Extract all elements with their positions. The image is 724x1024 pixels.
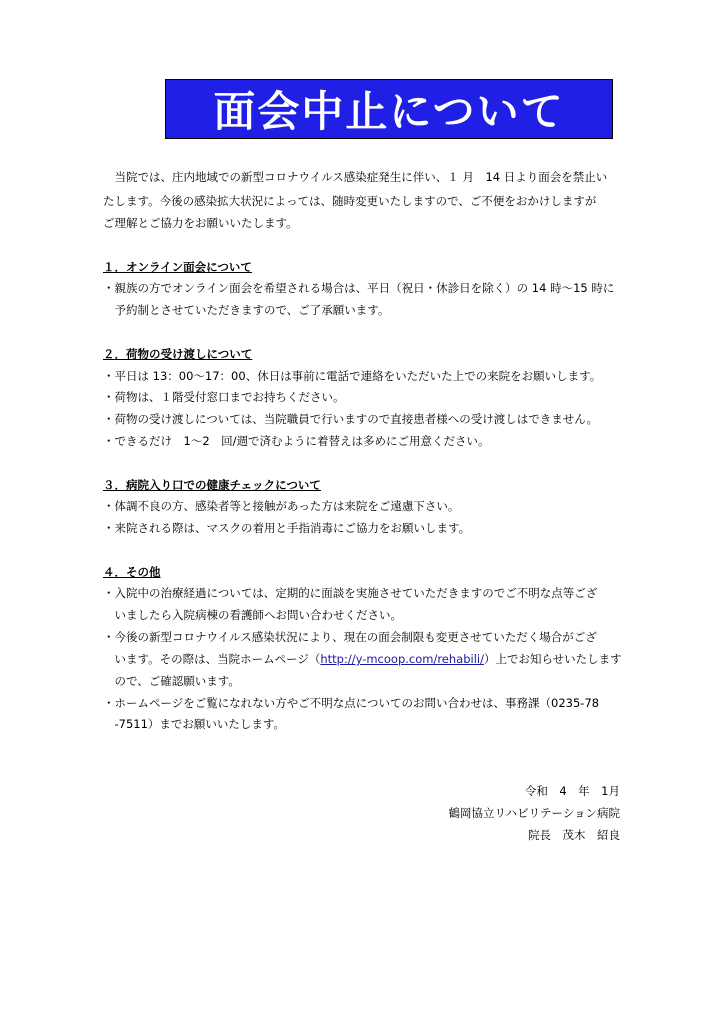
section-line: ・平日は 13：00～17：00、休日は事前に電話で連絡をいただいた上での来院をお願いします。 [103,369,602,383]
section-line: いましたら入院病棟の看護師へお問い合わせください。 [103,608,402,622]
section-heading-health-check: ３．病院入り口での健康チェックについて [103,478,321,492]
footer-director: 院長 茂木 紹良 [528,828,620,842]
title-banner [165,79,613,139]
section-line: ・親族の方でオンライン面会を希望される場合は、平日（祝日・休診日を除く）の 14 時～15 時に [103,281,615,295]
section-line: ・体調不良の方、感染者等と接触があった方は来院をご遠慮下さい。 [103,499,460,513]
section-line: ので、ご確認願います。 [103,674,240,688]
page-title: 面会中止について [213,87,565,136]
link-line-after: ）上でお知らせいたします [483,652,622,666]
intro-line: 当院では、庄内地域での新型コロナウイルス感染症発生に伴い、１ 月 14 日より面会を禁止い [103,170,608,184]
section-line: -7511）までお願いいたします。 [103,717,285,731]
link-line [103,651,622,667]
footer-date: 令和 4 年 1月 [524,784,620,798]
footer-hospital: 鶴岡協立リハビリテーション病院 [448,806,620,820]
link-line-before: います。その際は、当院ホームページ（ [103,652,321,666]
section-line: ・荷物は、１階受付窓口までお持ちください。 [103,390,345,404]
section-line: ・荷物の受け渡しについては、当院職員で行いますので直接患者様への受け渡しはできません。 [103,412,598,426]
section-line: ・できるだけ 1～2 回/週で済むように着替えは多めにご用意ください。 [103,434,490,448]
intro-line: たします。今後の感染拡大状況によっては、随時変更いたしますので、ご不便をおかけしますが [103,194,597,208]
section-heading-online: １．オンライン面会について [103,260,252,274]
section-heading-luggage: ２．荷物の受け渡しについて [103,347,253,361]
section-line: ・入院中の治療経過については、定期的に面談を実施させていただきますのでご不明な点等ござ [103,586,598,600]
section-line: 予約制とさせていただきますので、ご了承願います。 [103,303,390,317]
homepage-link[interactable]: http://y-mcoop.com/rehabili/ [320,652,484,666]
section-line: ・今後の新型コロナウイルス感染状況により、現在の面会制限も変更させていただく場合がござ [103,630,597,644]
section-line: ・来院される際は、マスクの着用と手指消毒にご協力をお願いします。 [103,521,471,535]
section-heading-other: ４．その他 [103,565,161,579]
intro-line: ご理解とご協力をお願いいたします。 [103,216,298,230]
section-line: ・ホームページをご覧になれない方やご不明な点についてのお問い合わせは、事務課（0235-78 [103,696,600,710]
